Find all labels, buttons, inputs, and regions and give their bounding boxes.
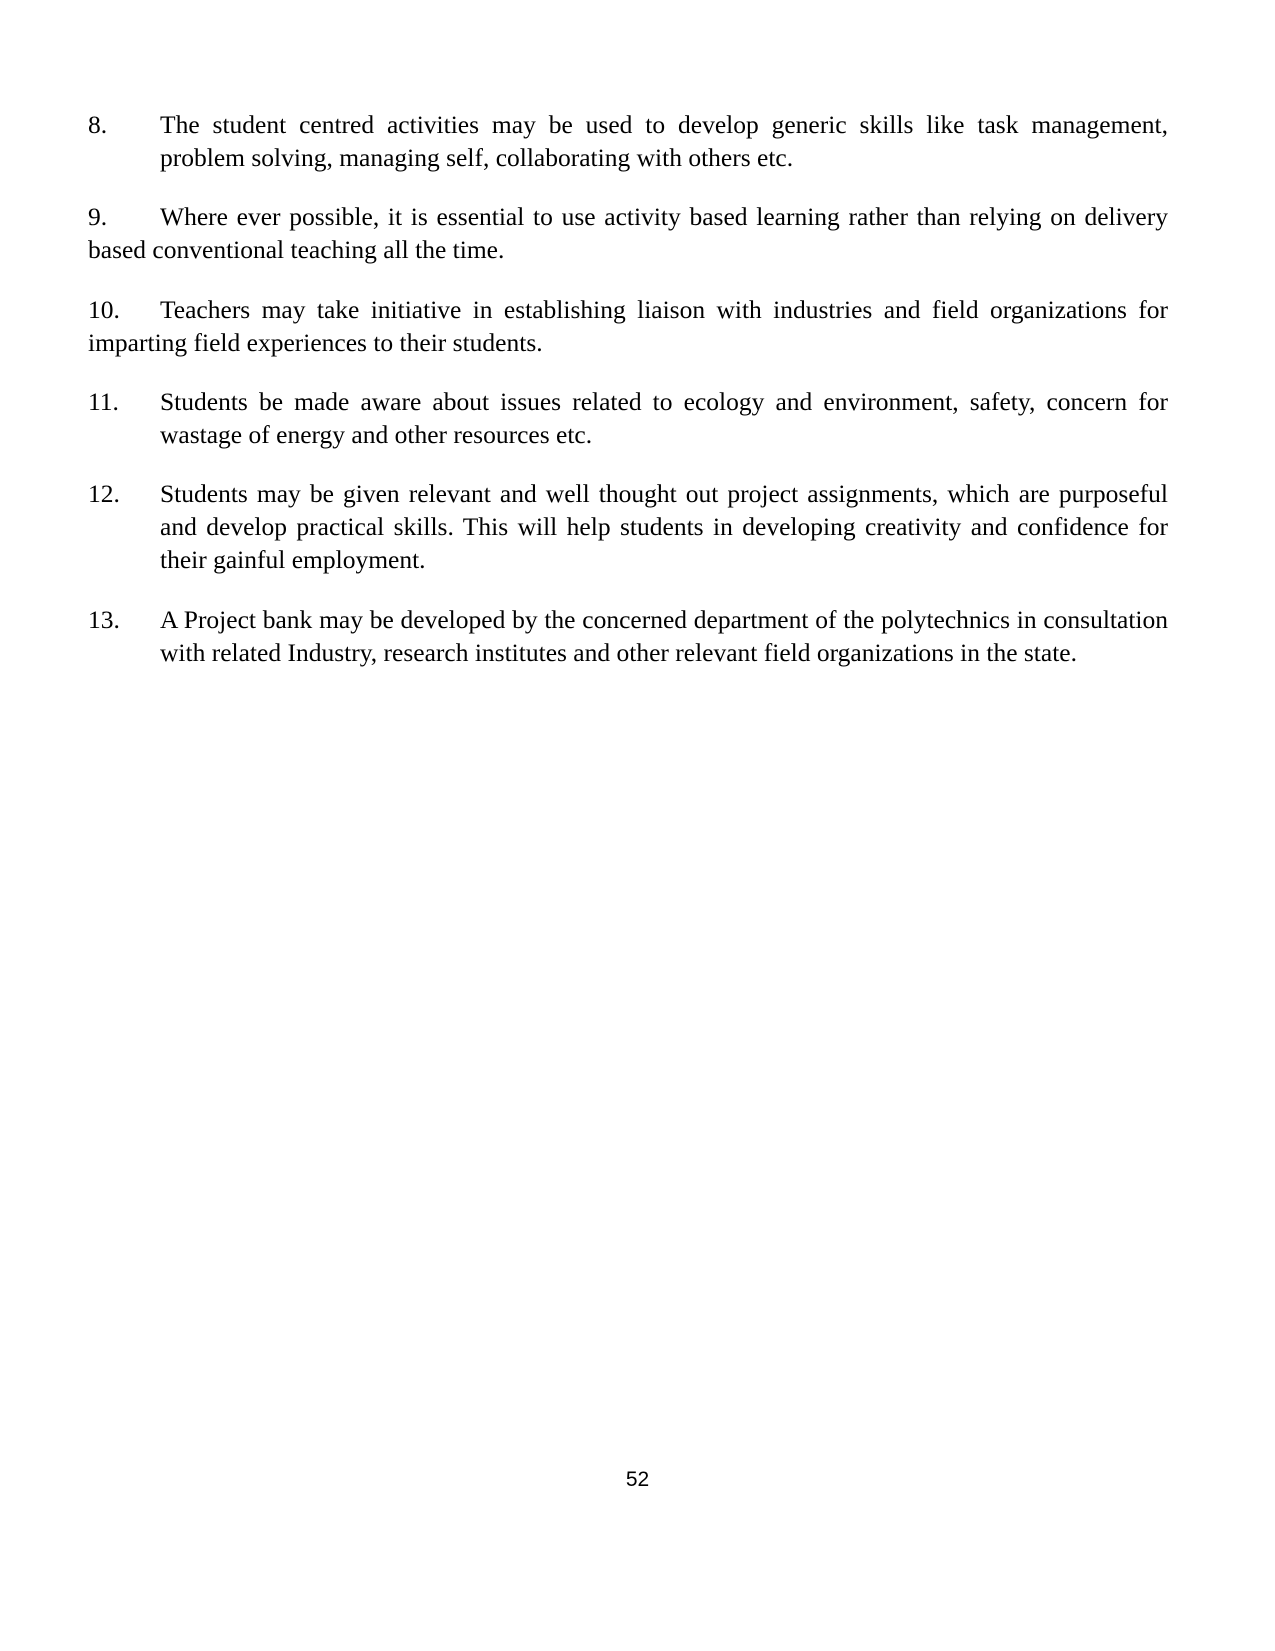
list-item: [88, 603, 1168, 669]
list-item-text: Students may be given relevant and well thought out project assignments, which are purposeful and develop practical skills. This will help students in developing creativity and confidence for their gainful employment.: [160, 479, 1168, 575]
list-item-text: Where ever possible, it is essential to use activity based learning rather than relying on delivery based conventional teaching all the time.: [88, 202, 1168, 265]
list-item: [88, 477, 1168, 576]
list-item-text: A Project bank may be developed by the concerned department of the polytechnics in consultation with related Industry, research institutes and other relevant field organizations in the state.: [160, 604, 1168, 667]
list-item-number: 12.: [88, 479, 120, 509]
page-number: 52: [625, 1468, 650, 1491]
list-item-text: The student centred activities may be used to develop generic skills like task management, problem solving, managing self, collaborating with others etc.: [160, 110, 1168, 173]
list-item-number: 8.: [88, 110, 108, 139]
list-item: [88, 108, 1168, 174]
list-item: [88, 385, 1168, 451]
list-item: [88, 293, 1168, 359]
list-item-text: Teachers may take initiative in establishing liaison with industries and field organizations for imparting field experiences to their students.: [88, 294, 1168, 357]
list-item: [88, 200, 1168, 266]
numbered-list: [88, 108, 1168, 695]
list-item-number: 11.: [88, 386, 119, 416]
list-item-number: 9.: [88, 202, 108, 232]
list-item-number: 13.: [88, 604, 120, 634]
list-item-text: Students be made aware about issues related to ecology and environment, safety, concern for wastage of energy and other resources etc.: [160, 386, 1168, 449]
list-item-number: 10.: [88, 294, 120, 324]
